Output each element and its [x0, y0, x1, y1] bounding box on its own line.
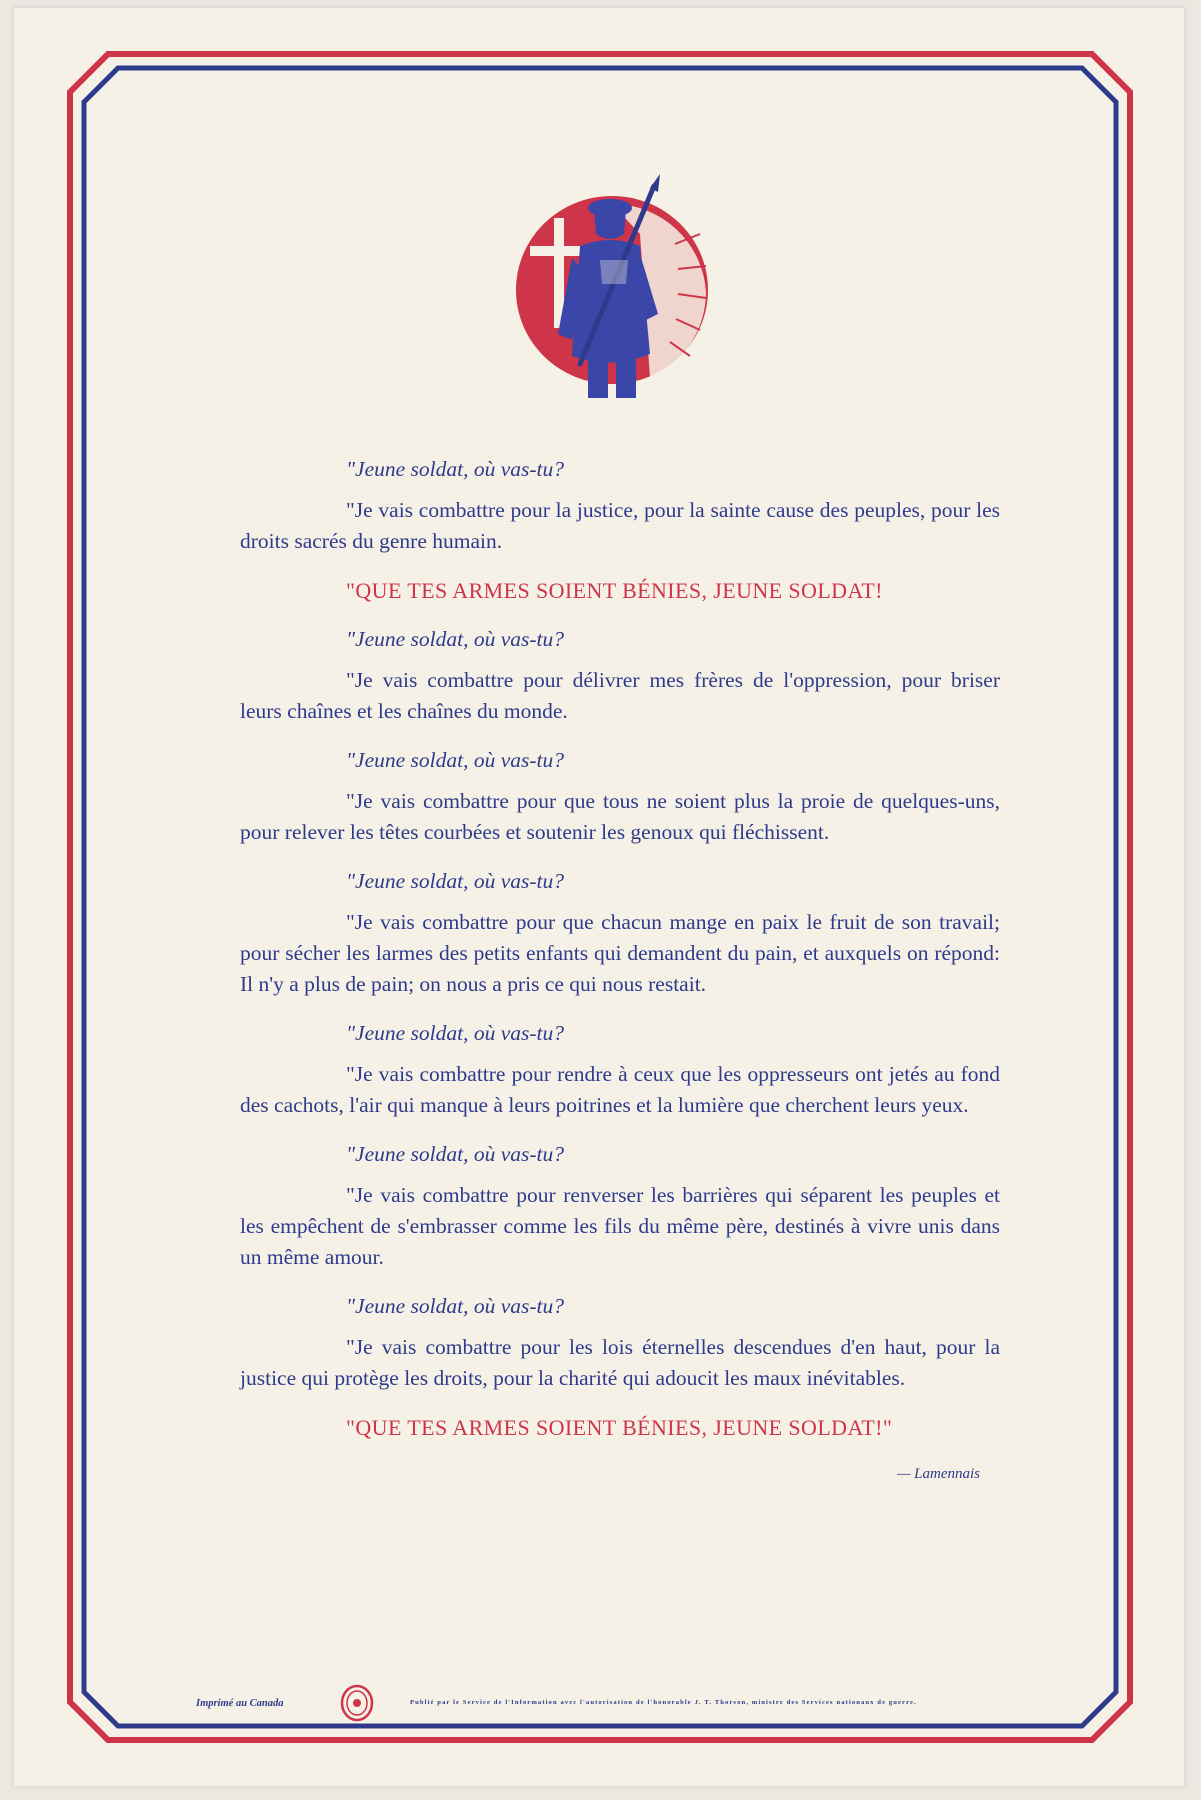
poster — [14, 8, 1184, 1786]
answer-paragraph: "Je vais combattre pour la justice, pour la sainte cause des peuples, pour les droits sacrés du genre humain. — [240, 498, 1000, 553]
publisher-seal-icon — [340, 1684, 374, 1722]
poem-text — [240, 454, 1000, 1490]
answer-paragraph: "Je vais combattre pour délivrer mes frères de l'oppression, pour briser leurs chaînes et les chaînes du monde. — [240, 668, 1000, 723]
answer-paragraph: "Je vais combattre pour les lois éternelles descendues d'en haut, pour la justice qui protège les droits, pour la charité qui adoucit les maux inévitables. — [240, 1335, 1000, 1390]
question-line: "Jeune soldat, où vas-tu? — [346, 1021, 565, 1045]
answer-paragraph: "Je vais combattre pour que chacun mange en paix le fruit de son travail; pour sécher les larmes des petits enfants qui demandent du pain, et auxquels on répond: Il n'y a plus de pain; on nous a pris ce qui nous restait. — [240, 910, 1000, 996]
answer-paragraph: "Je vais combattre pour rendre à ceux que les oppresseurs ont jetés au fond des cachots, l'air qui manque à leurs poitrines et la lumière que cherchent leurs yeux. — [240, 1062, 1000, 1117]
footer — [14, 1684, 1184, 1724]
refrain-line-final: "QUE TES ARMES SOIENT BÉNIES, JEUNE SOLDAT!" — [346, 1415, 893, 1440]
question-line: "Jeune soldat, où vas-tu? — [346, 1142, 565, 1166]
printed-in-canada: Imprimé au Canada — [196, 1698, 284, 1709]
question-line: "Jeune soldat, où vas-tu? — [346, 748, 565, 772]
question-line: "Jeune soldat, où vas-tu? — [346, 1294, 565, 1318]
refrain-line: "QUE TES ARMES SOIENT BÉNIES, JEUNE SOLDAT! — [346, 578, 883, 603]
answer-paragraph: "Je vais combattre pour renverser les barrières qui séparent les peuples et les empêchent de s'embrasser comme les fils du même père, destinés à vivre unis dans un même amour. — [240, 1183, 1000, 1269]
publisher-notice: Publié par le Service de l'Information avec l'autorisation de l'honorable J. T. Thorson, ministre des Services nationaux de guerre. — [410, 1699, 917, 1706]
question-line: "Jeune soldat, où vas-tu? — [346, 457, 565, 481]
question-line: "Jeune soldat, où vas-tu? — [346, 869, 565, 893]
answer-paragraph: "Je vais combattre pour que tous ne soient plus la proie de quelques-uns, pour relever les têtes courbées et soutenir les genoux qui fléchissent. — [240, 789, 1000, 844]
question-line: "Jeune soldat, où vas-tu? — [346, 627, 565, 651]
soldier-with-rifle-emblem — [500, 174, 730, 414]
author-signature: — Lamennais — [897, 1466, 980, 1482]
